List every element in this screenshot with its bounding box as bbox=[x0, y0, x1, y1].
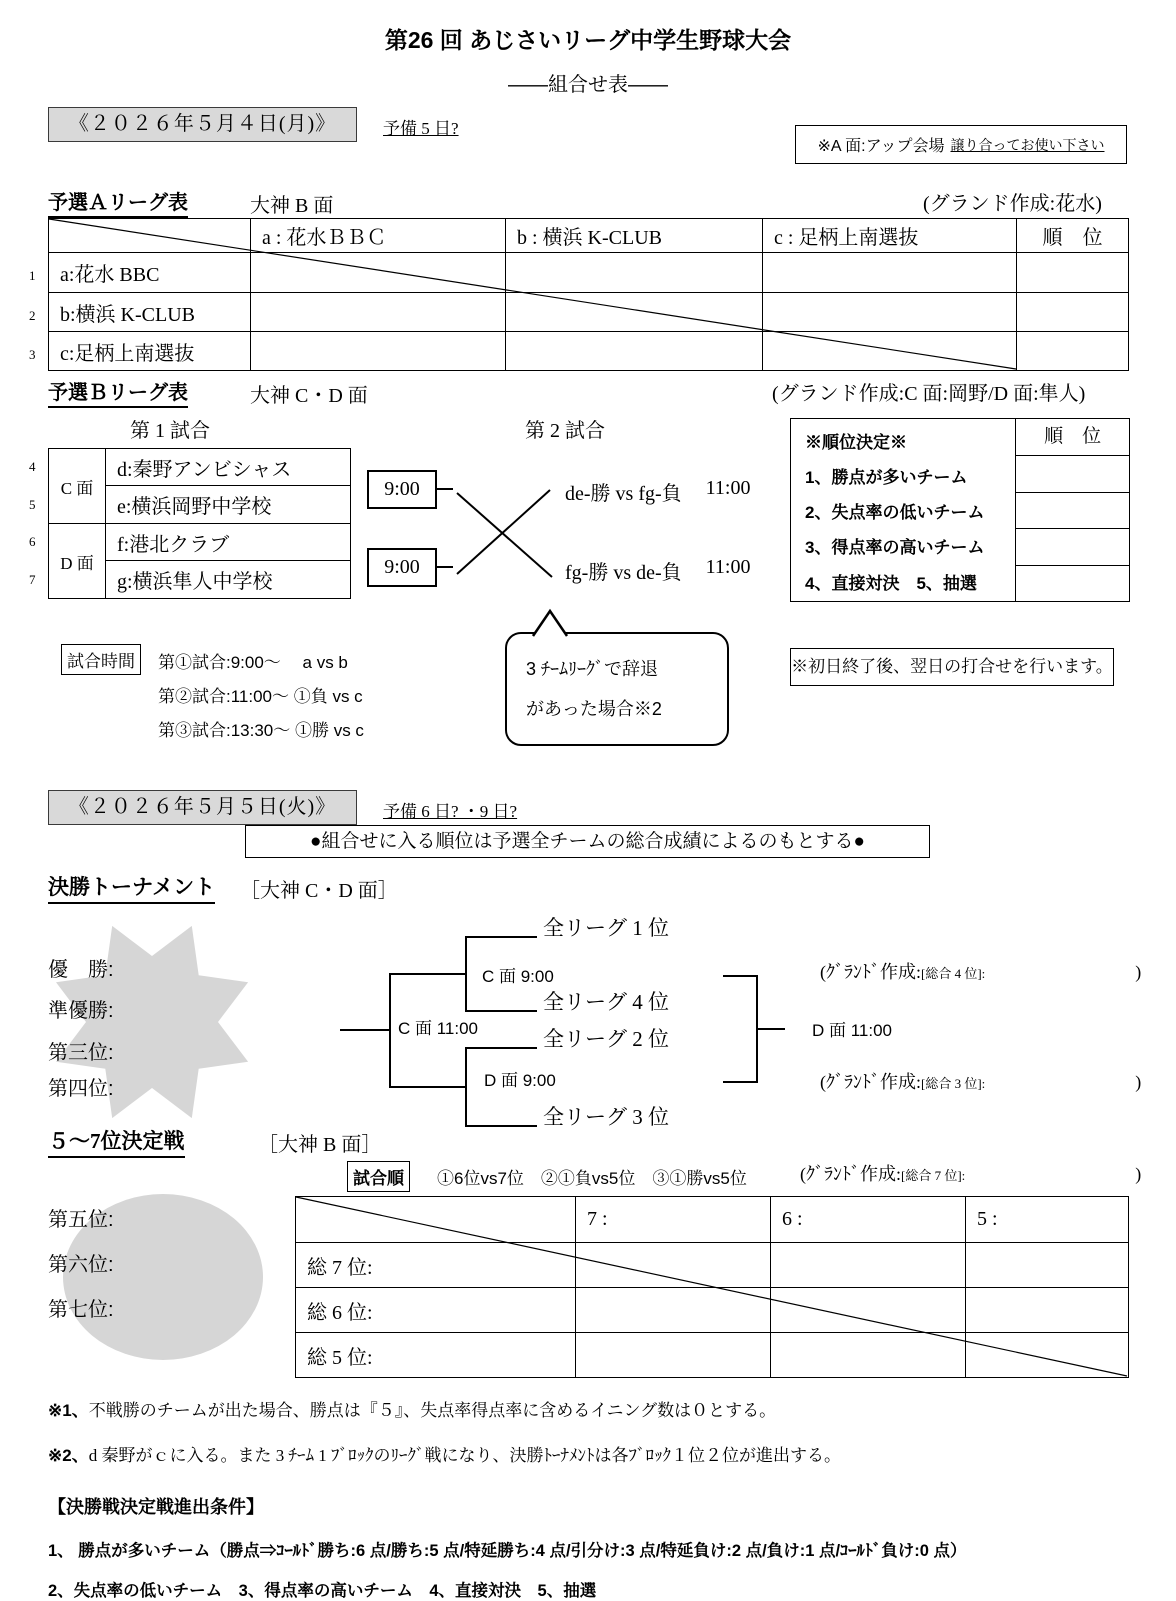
league-a-table bbox=[48, 218, 1129, 371]
ground-note-prefix: (ｸﾞﾗﾝﾄﾞ作成: bbox=[820, 1072, 921, 1092]
team-row-label: a:花水 BBC bbox=[49, 253, 251, 293]
row-number: 3 bbox=[29, 347, 36, 362]
score-cell bbox=[763, 253, 1017, 293]
row-number: 6 bbox=[29, 534, 36, 549]
result-label-third: 第三位: bbox=[48, 1042, 114, 1064]
game-times-label: 試合時間 bbox=[61, 644, 141, 675]
rank-column bbox=[1015, 419, 1129, 601]
rank-cell bbox=[1016, 456, 1129, 493]
col-header-7: 7 : bbox=[576, 1197, 771, 1243]
callout-tail bbox=[528, 608, 578, 637]
time-box-d: 9:00 bbox=[367, 548, 437, 587]
callout-bubble bbox=[505, 632, 729, 746]
rank-cell bbox=[1016, 529, 1129, 566]
day1-date-badge: 《２０２６年５月４日(月)》 bbox=[48, 107, 357, 142]
ground-note-slot: [総合 4 位]: bbox=[921, 966, 986, 981]
day1-meeting-note-box: ※初日終了後、翌日の打合せを行います。 bbox=[790, 648, 1114, 686]
score-cell bbox=[506, 293, 763, 332]
court-d-cell: D 面 bbox=[49, 524, 106, 599]
day2-date-badge: 《２０２６年５月５日(火)》 bbox=[48, 790, 357, 825]
league-b-venue: 大神 C・D 面 bbox=[250, 385, 368, 407]
match2-pair-label: de-勝 vs fg-負 bbox=[565, 483, 682, 505]
ground-note-close: ) bbox=[1135, 1072, 1142, 1092]
score-cell bbox=[771, 1333, 966, 1378]
ground-note-prefix: (ｸﾞﾗﾝﾄﾞ作成: bbox=[800, 1164, 901, 1184]
score-cell bbox=[771, 1288, 966, 1333]
row-number: 1 bbox=[29, 268, 36, 283]
ground-note-prefix: (ｸﾞﾗﾝﾄﾞ作成: bbox=[820, 962, 921, 982]
semifinal2-slot: D 面 9:00 bbox=[484, 1071, 556, 1090]
score-cell bbox=[576, 1243, 771, 1288]
result-label-seventh: 第七位: bbox=[48, 1299, 114, 1321]
result-label-fifth: 第五位: bbox=[48, 1209, 114, 1231]
page-subtitle: ――組合せ表―― bbox=[508, 74, 668, 96]
col-header-rank: 順 位 bbox=[1017, 219, 1129, 253]
ranking-rule-title: ※順位決定※ bbox=[805, 433, 907, 452]
ground-note-placement bbox=[800, 1160, 1141, 1186]
score-cell bbox=[251, 332, 506, 371]
conditions-heading: 【決勝戦決定戦進出条件】 bbox=[48, 1497, 264, 1517]
ground-note-close: ) bbox=[1135, 962, 1142, 982]
result-label-fourth: 第四位: bbox=[48, 1078, 114, 1100]
score-cell bbox=[771, 1243, 966, 1288]
day1-reserve-note: 予備 5 日? bbox=[383, 119, 459, 138]
warmup-note-underlined: 譲り合ってお使い下さい bbox=[950, 136, 1105, 153]
ground-note-final-bottom bbox=[820, 1068, 1141, 1094]
match2-time: 11:00 bbox=[705, 556, 751, 578]
game-time-item: 第②試合:11:00～ ①負 vs c bbox=[158, 687, 363, 706]
ground-note-final-top bbox=[820, 958, 1141, 984]
match2-pairing bbox=[565, 477, 750, 506]
result-label-runnerup: 準優勝: bbox=[48, 1000, 114, 1022]
corner-cell bbox=[49, 219, 251, 253]
semifinal1-slot: C 面 9:00 bbox=[482, 967, 554, 986]
match-order-items: ①6位vs7位 ②①負vs5位 ③①勝vs5位 bbox=[437, 1169, 747, 1188]
result-label-champion: 優 勝: bbox=[48, 959, 114, 981]
page-title: 第26 回 あじさいリーグ中学生野球大会 bbox=[384, 27, 792, 53]
league-a-ground-note: (グランド作成:花水) bbox=[923, 193, 1102, 215]
score-cell bbox=[251, 253, 506, 293]
footnote-2 bbox=[48, 1441, 841, 1466]
rank-cell bbox=[1016, 493, 1129, 530]
match2-time: 11:00 bbox=[705, 477, 751, 499]
conditions-line1: 1、 勝点が多いチーム（勝点⇒ｺｰﾙﾄﾞ勝ち:6 点/勝ち:5 点/特延勝ち:4 点/引分け:3 点/特延負け:2 点/負け:1 点/ｺｰﾙﾄﾞ負け:0 点） bbox=[48, 1542, 967, 1560]
col-header-b: b : 横浜 K-CLUB bbox=[506, 219, 763, 253]
rank-cell bbox=[1017, 293, 1129, 332]
footnote-text: d 秦野がｃに入る。また 3 ﾁｰﾑ 1 ﾌﾞﾛｯｸのﾘｰｸﾞ戦になり、決勝ﾄｰﾅﾒﾝﾄは各ﾌﾞﾛｯｸ１位２位が進出する。 bbox=[88, 1446, 841, 1465]
footnote-1 bbox=[48, 1396, 776, 1421]
league-b-heading: 予選Ｂリーグ表 bbox=[48, 376, 188, 408]
result-label-sixth: 第六位: bbox=[48, 1254, 114, 1276]
match-order-label: 試合順 bbox=[347, 1161, 410, 1192]
team-row-label: d:秦野アンビシャス bbox=[106, 449, 351, 486]
placement-table bbox=[295, 1196, 1129, 1378]
row-number: 2 bbox=[29, 308, 36, 323]
team-row-label: 総 6 位: bbox=[296, 1288, 576, 1333]
conditions-line2: 2、失点率の低いチーム 3、得点率の高いチーム 4、直接対決 5、抽選 bbox=[48, 1582, 597, 1600]
team-row-label: b:横浜 K-CLUB bbox=[49, 293, 251, 332]
final-slot: D 面 11:00 bbox=[812, 1021, 893, 1040]
match2-pairing bbox=[565, 556, 750, 585]
seed-label-1: 全リーグ 1 位 bbox=[543, 916, 669, 940]
score-cell bbox=[966, 1333, 1129, 1378]
warmup-note-box bbox=[795, 125, 1127, 164]
seed-label-2: 全リーグ 2 位 bbox=[543, 1027, 669, 1051]
row-number: 5 bbox=[29, 497, 36, 512]
league-a-heading: 予選Ａリーグ表 bbox=[48, 186, 188, 218]
ground-note-slot: [総合 7 位]: bbox=[901, 1168, 966, 1183]
team-row-label: c:足柄上南選抜 bbox=[49, 332, 251, 371]
row-number: 4 bbox=[29, 459, 36, 474]
league-b-ground-note: (グランド作成:C 面:岡野/D 面:隼人) bbox=[772, 383, 1086, 405]
callout-line1: 3 ﾁｰﾑﾘｰｸﾞで辞退 bbox=[526, 659, 659, 679]
warmup-note-prefix: ※A 面:アップ会場 bbox=[817, 138, 945, 155]
seed-label-4: 全リーグ 4 位 bbox=[543, 990, 669, 1014]
footnote-label: ※2、 bbox=[48, 1446, 89, 1465]
score-cell bbox=[506, 253, 763, 293]
col-header-6: 6 : bbox=[771, 1197, 966, 1243]
score-cell bbox=[576, 1333, 771, 1378]
team-row-label: e:横浜岡野中学校 bbox=[106, 486, 351, 524]
ranking-rule-item: 1、勝点が多いチーム bbox=[805, 468, 968, 487]
placement-venue: ［大神 B 面］ bbox=[258, 1134, 382, 1156]
ranking-rule-item: 2、失点率の低いチーム bbox=[805, 503, 985, 522]
score-cell bbox=[506, 332, 763, 371]
semifinal-feeder-slot: C 面 11:00 bbox=[398, 1019, 479, 1038]
score-cell bbox=[763, 293, 1017, 332]
match2-pair-label: fg-勝 vs de-負 bbox=[565, 562, 682, 584]
callout-line2: があった場合※2 bbox=[526, 699, 662, 719]
day2-reserve-note: 予備 6 日? ・9 日? bbox=[383, 802, 518, 821]
score-cell bbox=[576, 1288, 771, 1333]
ranking-rule-item: 4、直接対決 5、抽選 bbox=[805, 574, 977, 593]
ranking-rule-list bbox=[791, 419, 1015, 601]
team-row-label: 総 5 位: bbox=[296, 1333, 576, 1378]
col-header-c: c : 足柄上南選抜 bbox=[763, 219, 1017, 253]
game-time-item: 第①試合:9:00～ a vs b bbox=[158, 653, 348, 672]
seeding-note-box: ●組合せに入る順位は予選全チームの総合成績によるのもとする● bbox=[245, 825, 930, 858]
row-number: 7 bbox=[29, 572, 36, 587]
seed-label-3: 全リーグ 3 位 bbox=[543, 1105, 669, 1129]
score-cell bbox=[966, 1288, 1129, 1333]
placement-heading: ５～7位決定戦 bbox=[48, 1125, 185, 1158]
score-cell bbox=[763, 332, 1017, 371]
league-a-venue: 大神 B 面 bbox=[250, 195, 334, 217]
corner-cell bbox=[296, 1197, 576, 1243]
team-row-label: g:横浜隼人中学校 bbox=[106, 561, 351, 599]
match2-title: 第 2 試合 bbox=[525, 420, 605, 442]
final-tournament-heading: 決勝トーナメント bbox=[48, 871, 215, 904]
ground-note-close: ) bbox=[1135, 1164, 1142, 1184]
game-time-item: 第③試合:13:30～ ①勝 vs c bbox=[158, 721, 364, 740]
rank-cell bbox=[1017, 332, 1129, 371]
final-tournament-venue: ［大神 C・D 面］ bbox=[240, 880, 398, 902]
rank-cell bbox=[1017, 253, 1129, 293]
court-c-cell: C 面 bbox=[49, 449, 106, 524]
league-b-table bbox=[48, 448, 351, 599]
footnote-label: ※1、 bbox=[48, 1401, 89, 1420]
match1-title: 第 1 試合 bbox=[130, 420, 210, 442]
rank-column-header: 順 位 bbox=[1016, 419, 1129, 456]
footnote-text: 不戦勝のチームが出た場合、勝点は『５』、失点率得点率に含めるイニング数は０とする。 bbox=[88, 1401, 777, 1420]
rank-cell bbox=[1016, 566, 1129, 602]
ranking-rule-box bbox=[790, 418, 1130, 602]
team-row-label: 総 7 位: bbox=[296, 1243, 576, 1288]
col-header-a: a : 花水ＢＢＣ bbox=[251, 219, 506, 253]
score-cell bbox=[251, 293, 506, 332]
time-box-c: 9:00 bbox=[367, 470, 437, 509]
team-row-label: f:港北クラブ bbox=[106, 524, 351, 561]
ranking-rule-item: 3、得点率の高いチーム bbox=[805, 538, 985, 557]
score-cell bbox=[966, 1243, 1129, 1288]
ground-note-slot: [総合 3 位]: bbox=[921, 1076, 986, 1091]
col-header-5: 5 : bbox=[966, 1197, 1129, 1243]
